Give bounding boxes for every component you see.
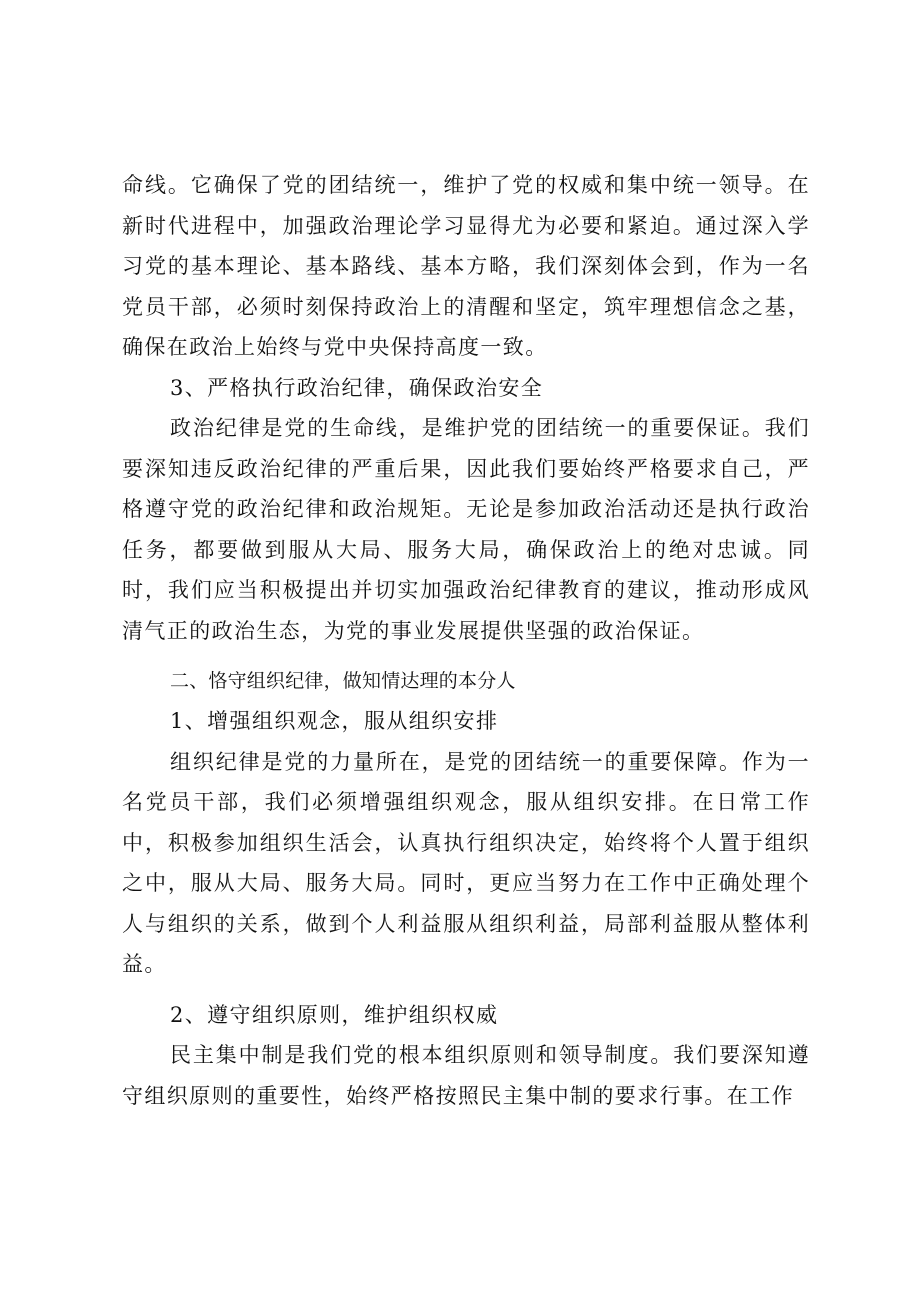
document-body <box>122 165 810 1116</box>
section-title-2: 二、恪守组织纪律，做知情达理的本分人 <box>170 670 516 692</box>
subheading-2-2: 2、遵守组织原则，维护组织权威 <box>170 1002 499 1027</box>
subheading-2-1: 1、增强组织观念，服从组织安排 <box>170 709 499 733</box>
subheading-3: 3、严格执行政治纪律，确保政治安全 <box>170 375 544 400</box>
paragraph-organizational-discipline: 组织纪律是党的力量所在，是党的团结统一的重要保障。作为一名党员干部，我们必须增强组织观念，服从组织安排。在日常工作中，积极参加组织生活会，认真执行组织决定，始终将个人置于组织之中，服从大局、服务大局。同时，更应当努力在工作中正确处理个人与组织的关系，做到个人利益服从组织利益，局部利益服从整体利益。 <box>122 749 810 976</box>
paragraph-democratic-centralism: 民主集中制是我们党的根本组织原则和领导制度。我们要深知遵守组织原则的重要性，始终严格按照民主集中制的要求行事。在工作 <box>122 1043 810 1108</box>
paragraph-continued: 命线。它确保了党的团结统一，维护了党的权威和集中统一领导。在新时代进程中，加强政治理论学习显得尤为必要和紧迫。通过深入学习党的基本理论、基本路线、基本方略，我们深刻体会到，作为一名党员干部，必须时刻保持政治上的清醒和坚定，筑牢理想信念之基，确保在政治上始终与党中央保持高度一致。 <box>122 173 810 359</box>
paragraph-political-discipline: 政治纪律是党的生命线，是维护党的团结统一的重要保证。我们要深知违反政治纪律的严重后果，因此我们要始终严格要求自己，严格遵守党的政治纪律和政治规矩。无论是参加政治活动还是执行政治任务，都要做到服从大局、服务大局，确保政治上的绝对忠诚。同时，我们应当积极提出并切实加强政治纪律教育的建议，推动形成风清气正的政治生态，为党的事业发展提供坚强的政治保证。 <box>122 416 810 643</box>
